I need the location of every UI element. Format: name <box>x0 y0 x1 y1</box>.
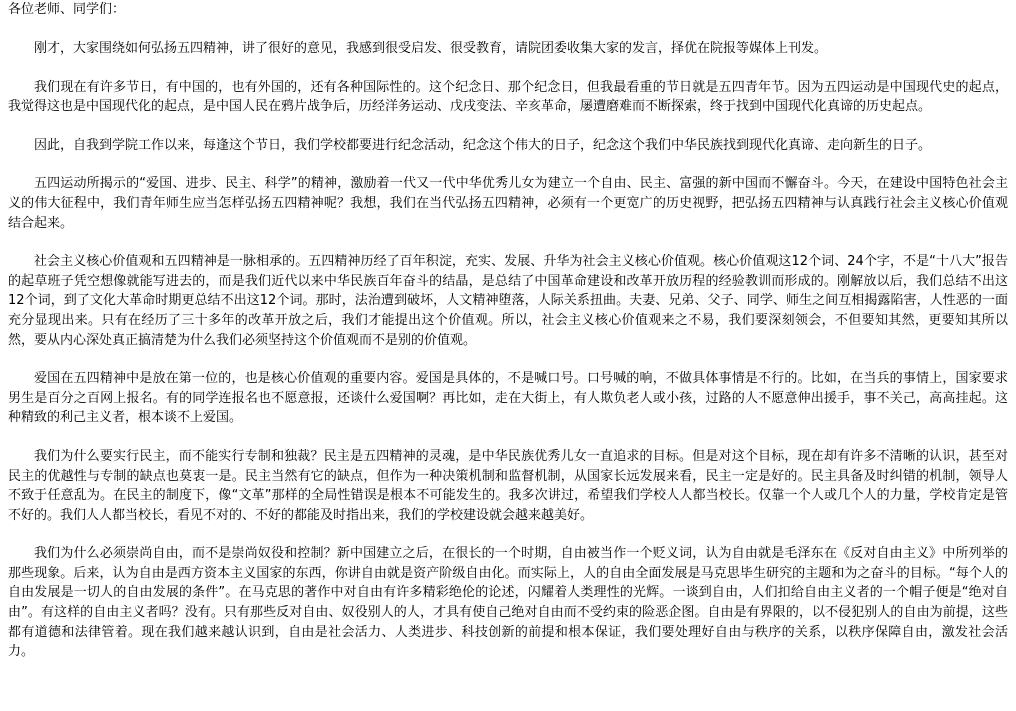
paragraph-patriotism: 爱国在五四精神中是放在第一位的，也是核心价值观的重要内容。爱国是具体的，不是喊口号。口号喊的响，不做具体事情是不行的。比如，在当兵的事情上，国家要求男生是百分之百网上报名。有的同学连报名也不愿意报，还谈什么爱国啊？再比如，走在大街上，有人欺负老人或小孩，过路的人不愿意伸出援手，事不关己，高高挂起。这种精致的利己主义者，根本谈不上爱国。 <box>8 371 1008 426</box>
paragraph-opening: 刚才，大家围绕如何弘扬五四精神，讲了很好的意见，我感到很受启发、很受教育，请院团委收集大家的发言，择优在院报等媒体上刊发。 <box>34 41 828 56</box>
paragraph-spirit: 五四运动所揭示的“爱国、进步、民主、科学”的精神，激励着一代又一代中华优秀儿女为建立一个自由、民主、富强的新中国而不懈奋斗。今天，在建设中国特色社会主义的伟大征程中，我们青年师生应当怎样弘扬五四精神呢？我想，我们在当代弘扬五四精神，必须有一个更宽广的历史视野，把弘扬五四精神与认真践行社会主义核心价值观结合起来。 <box>8 176 1008 231</box>
salutation: 各位老师、同学们： <box>8 2 126 17</box>
paragraph-commemoration: 因此，自我到学院工作以来，每逢这个节日，我们学校都要进行纪念活动，纪念这个伟大的日子，纪念这个我们中华民族找到现代化真谛、走向新生的日子。 <box>34 137 932 153</box>
paragraph-democracy: 我们为什么要实行民主，而不能实行专制和独裁？民主是五四精神的灵魂，是中华民族优秀儿女一直追求的目标。但是对这个目标，现在却有许多不清晰的认识，甚至对民主的优越性与专制的缺点也莫衷一是。民主当然有它的缺点，但作为一种决策机制和监督机制，从国家长远发展来看，民主一定是好的。民主具备及时纠错的机制，领导人不致于任意乱为。在民主的制度下，像“文革”那样的全局性错误是根本不可能发生的。我多次讲过，希望我们学校人人都当校长。仅靠一个人或几个人的力量，学校肯定是管不好的。我们人人都当校长，看见不对的、不好的都能及时指出来，我们的学校建设就会越来越美好。 <box>8 448 1008 523</box>
paragraph-may-fourth-origin: 我们现在有许多节日，有中国的，也有外国的，还有各种国际性的。这个纪念日、那个纪念日，但我最看重的节日就是五四青年节。因为五四运动是中国现代史的起点，我觉得这也是中国现代化的起点，是中国人民在鸦片战争后，历经洋务运动、戊戌变法、辛亥革命，屡遭磨难而不断探索，终于找到中国现代化真谛的历史起点。 <box>8 79 1008 115</box>
paragraph-core-values: 社会主义核心价值观和五四精神是一脉相承的。五四精神历经了百年积淀，充实、发展、升华为社会主义核心价值观。核心价值观这12个词、24个字，不是“十八大”报告的起草班子凭空想像就能写进去的，而是我们近代以来中华民族百年奋斗的结晶，是总结了中国革命建设和改革开放历程的经验教训而形成的。刚解放以后，我们总结不出这12个词，到了文化大革命时期更总结不出这12个词。那时，法治遭到破坏，人文精神堕落，人际关系扭曲。夫妻、兄弟、父子、同学、师生之间互相揭露陷害，人性恶的一面充分显现出来。只有在经历了三十多年的改革开放之后，我们才能提出这个价值观。所以，社会主义核心价值观来之不易，我们要深刻领会，不但要知其然，更要知其所以然，要从内心深处真正搞清楚为什么我们必须坚持这个价值观而不是别的价值观。 <box>8 254 1008 348</box>
paragraph-freedom: 我们为什么必须崇尚自由，而不是崇尚奴役和控制？新中国建立之后，在很长的一个时期，自由被当作一个贬义词，认为自由就是毛泽东在《反对自由主义》中所列举的那些现象。后来，认为自由是西方资本主义国家的东西，你讲自由就是资产阶级自由化。而实际上，人的自由全面发展是马克思毕生研究的主题和为之奋斗的目标。“每个人的自由发展是一切人的自由发展的条件”。在马克思的著作中对自由有许多精彩绝伦的论述，闪耀着人类理性的光辉。一谈到自由，人们扣给自由主义者的一个帽子便是“绝对自由”。有这样的自由主义者吗？没有。只有那些反对自由、奴役别人的人，才具有使自己绝对自由而不受约束的险恶企图。自由是有界限的，以不侵犯别人的自由为前提，这些都有道德和法律管着。现在我们越来越认识到，自由是社会活力、人类进步、科技创新的前提和根本保证，我们要处理好自由与秩序的关系，以秩序保障自由，激发社会活力。 <box>8 546 1008 660</box>
